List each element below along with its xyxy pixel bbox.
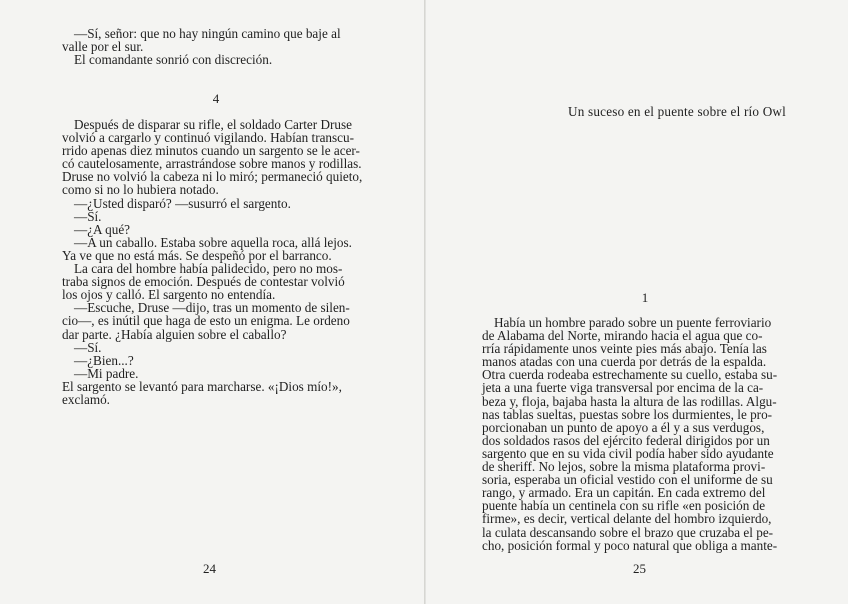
text-line: rango, y armado. Era un capitán. En cada extremo del xyxy=(482,485,766,501)
text-line: jeta a una fuerte viga transversal por encima de la ca- xyxy=(482,380,764,396)
text-line: la culata descansando sobre el brazo que cruzaba el pe- xyxy=(482,524,774,540)
running-title: Un suceso en el puente sobre el río Owl xyxy=(568,104,787,119)
text-line: —Escuche, Druse —dijo, tras un momento de silen- xyxy=(74,300,350,316)
text-line: como si no lo hubiera notado. xyxy=(62,182,219,198)
text-line: firme», es decir, vertical delante del hombro izquierdo, xyxy=(482,511,772,527)
text-line: —Mi padre. xyxy=(74,365,139,381)
text-line: los ojos y calló. El sargento no entendía. xyxy=(62,287,276,303)
text-line: exclamó. xyxy=(62,391,110,407)
text-line: dos soldados rasos del ejército federal dirigidos por un xyxy=(482,432,770,448)
text-line: Otra cuerda rodeaba estrechamente su cuello, estaba su- xyxy=(482,367,778,383)
text-line: sargento que en su vida civil podía haber sido ayudante xyxy=(482,445,774,461)
text-line: El comandante sonrió con discreción. xyxy=(74,52,273,68)
text-line: puente había un centinela con su rifle «en posición de xyxy=(482,498,766,514)
page-number: 24 xyxy=(203,561,216,576)
text-line: valle por el sur. xyxy=(62,39,144,55)
text-line: volvió a cargarlo y continuó vigilando. Habían transcu- xyxy=(62,130,354,146)
text-line: Después de disparar su rifle, el soldado Carter Druse xyxy=(74,117,352,132)
text-line: Ya ve que no está más. Se despeñó por el barranco. xyxy=(62,247,332,263)
text-line: manos atadas con una cuerda por detrás de la espalda. xyxy=(482,354,767,370)
text-line: porcionaban un punto de apoyo a él y a sus verdugos, xyxy=(482,419,765,435)
text-line: cio—, es inútil que haga de esto un enigma. Le ordeno xyxy=(62,313,350,329)
text-line: rrido apenas diez minutos cuando un sargento se le acer- xyxy=(62,143,360,159)
section-number: 4 xyxy=(212,91,220,106)
text-line: —A un caballo. Estaba sobre aquella roca, allá lejos. xyxy=(74,234,352,250)
text-line: traba signos de emoción. Después de contestar volvió xyxy=(62,274,345,290)
top-dialogue xyxy=(62,27,384,66)
text-line: de Alabama del Norte, mirando hacia el agua que co- xyxy=(482,328,763,344)
text-line: —¿Usted disparó? —susurró el sargento. xyxy=(74,195,291,211)
section-number: 1 xyxy=(641,290,649,305)
text-line: —¿Bien...? xyxy=(74,352,134,368)
text-line: beza y, floja, bajaba hasta la altura de las rodillas. Algu- xyxy=(482,393,777,409)
text-line: nas tablas sueltas, puestas sobre los durmientes, le pro- xyxy=(482,406,773,422)
text-line: có cautelosamente, arrastrándose sobre manos y rodillas. xyxy=(62,156,362,172)
text-line: —Sí. xyxy=(74,339,102,355)
text-line: Había un hombre parado sobre un puente ferroviario xyxy=(494,315,772,330)
section-body xyxy=(482,316,812,552)
page-number: 25 xyxy=(633,561,646,576)
text-line: —¿A qué? xyxy=(74,221,131,237)
text-line: cho, posición formal y poco natural que obliga a mante- xyxy=(482,537,778,553)
text-line: rría rápidamente unos veinte pies más abajo. Tenía las xyxy=(482,341,767,357)
right-page xyxy=(424,0,848,604)
text-line: —Sí, señor: que no hay ningún camino que baje al xyxy=(74,26,341,41)
text-line: Druse no volvió la cabeza ni lo miró; permaneció quieto, xyxy=(62,169,363,185)
text-line: El sargento se levantó para marcharse. «¡Dios mío!», xyxy=(62,378,342,394)
text-line: soria, esperaba un oficial vestido con el uniforme de su xyxy=(482,472,773,488)
text-line: dar parte. ¿Había alguien sobre el caballo? xyxy=(62,326,287,342)
section-body xyxy=(62,118,384,406)
text-line: La cara del hombre había palidecido, pero no mos- xyxy=(74,261,343,277)
text-line: de sheriff. No lejos, sobre la misma plataforma provi- xyxy=(482,459,766,475)
text-line: —Sí. xyxy=(74,208,102,224)
